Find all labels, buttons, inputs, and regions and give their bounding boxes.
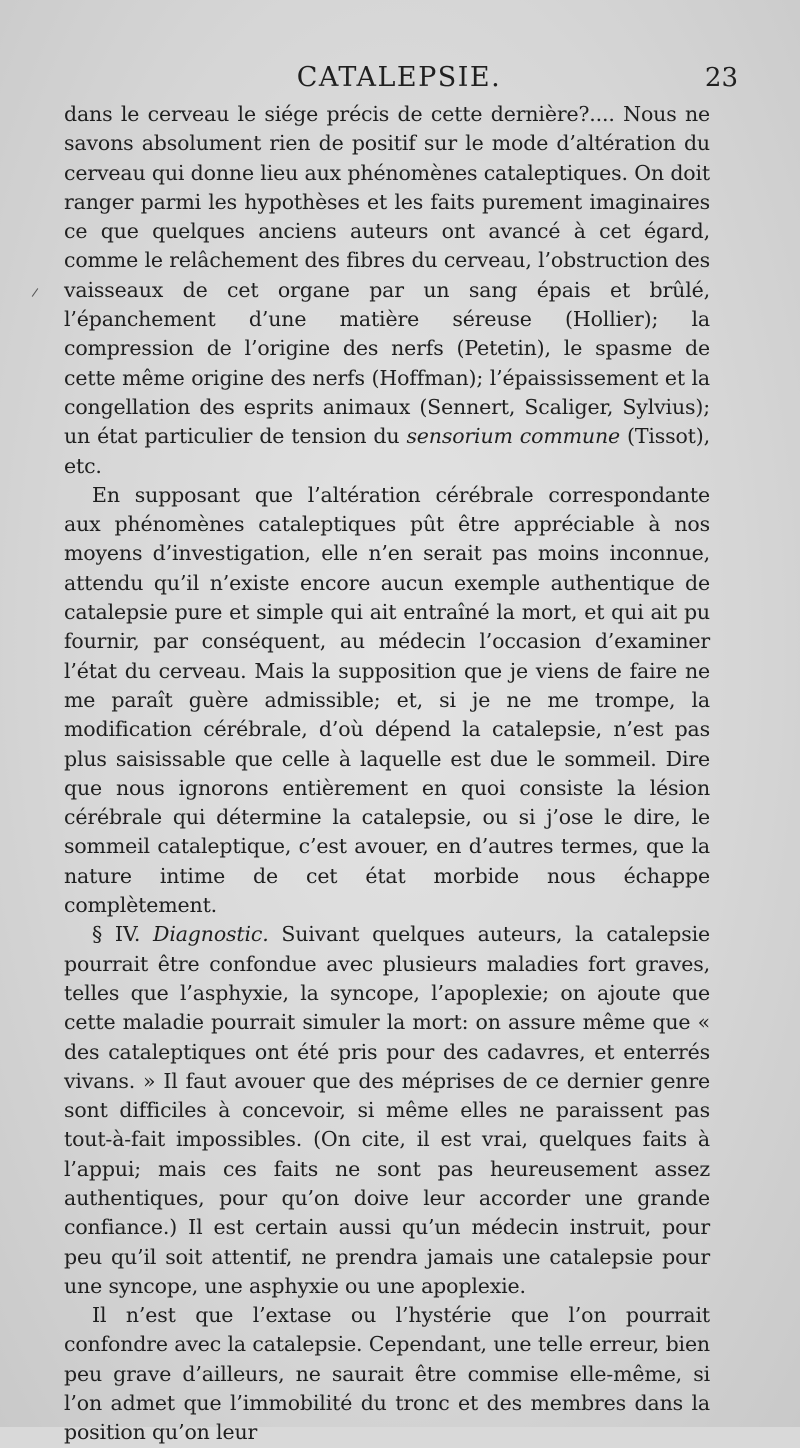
margin-mark [32,288,39,297]
section-heading: Diagnostic. [153,922,269,947]
paragraph-2 [64,481,710,920]
page-title: CATALEPSIE. [296,62,502,93]
paragraph-3-text: Suivant quelques auteurs, la catalepsie pourrait être confondue avec plusieurs maladies fort graves, telles que l’asphyxie, la syncope, l’apoplexie; on ajoute que cette maladie pourrait simuler la mort: on assure même que « des cataleptiques ont été pris pour des cadavres, et enterrés vivans. » Il faut avouer que des méprises de ce dernier genre sont difficiles à concevoir, si même elles ne paraissent pas tout-à-fait impossibles. (On cite, il est vrai, quelques faits à l’appui; mais ces faits ne sont pas heureusement assez authentiques, pour qu’on doive leur accorder une grande confiance.) Il est certain aussi qu’un médecin instruit, pour peu qu’il soit attentif, ne prendra jamais une catalepsie pour une syncope, une asphyxie ou une apoplexie. [64,922,711,1298]
paragraph-1-text: dans le cerveau le siége précis de cette dernière?.... Nous ne savons absolument rien de positif sur le mode d’altération du cerveau qui donne lieu aux phénomènes cataleptiques. On doit ranger parmi les hypothèses et les faits purement imaginaires ce que quelques anciens auteurs ont avancé à cet égard, comme le relâchement des fibres du cerveau, l’obstruction des vaisseaux de cet organe par un sang épais et brûlé, l’épanchement d’une matière séreuse (Hollier); la compression de l’origine des nerfs (Petetin), le spasme de cette même origine des nerfs (Hoffman); l’épaississement et la congellation des esprits animaux (Sennert, Scaliger, Sylvius); un état particulier de tension du [64,102,710,449]
paragraph-1-italic: sensorium commune [406,424,620,449]
paragraph-3-diagnostic [64,920,710,1301]
paragraph-4-text: Il n’est que l’extase ou l’hystérie que l’on pourrait confondre avec la catalepsie. Cependant, une telle erreur, bien peu grave d’ailleurs, ne saurait être commise elle-même, si l’on admet que l’immobilité du tronc et des membres dans la position qu’on leur [64,1303,710,1445]
paragraph-4 [64,1301,710,1447]
paragraph-1 [64,100,710,481]
running-head [60,58,738,98]
section-number: § IV. [92,922,154,947]
paragraph-2-text: En supposant que l’altération cérébrale correspondante aux phénomènes cataleptiques pût être appréciable à nos moyens d’investigation, elle n’en serait pas moins inconnue, attendu qu’il n’existe encore aucun exemple authentique de catalepsie pure et simple qui ait entraîné la mort, et qui ait pu fournir, par conséquent, au médecin l’occasion d’examiner l’état du cerveau. Mais la supposition que je viens de faire ne me paraît guère admissible; et, si je ne me trompe, la modification cérébrale, d’où dépend la catalepsie, n’est pas plus saisissable que celle à laquelle est due le sommeil. Dire que nous ignorons entièrement en quoi consiste la lésion cérébrale qui détermine la catalepsie, ou si j’ose le dire, le sommeil cataleptique, c’est avouer, en d’autres termes, que la nature intime de cet état morbide nous échappe complètement. [64,482,710,918]
page-number: 23 [704,63,738,93]
paragraph-1-tail: (Tissot), etc. [64,424,710,478]
body-text [64,100,710,1448]
